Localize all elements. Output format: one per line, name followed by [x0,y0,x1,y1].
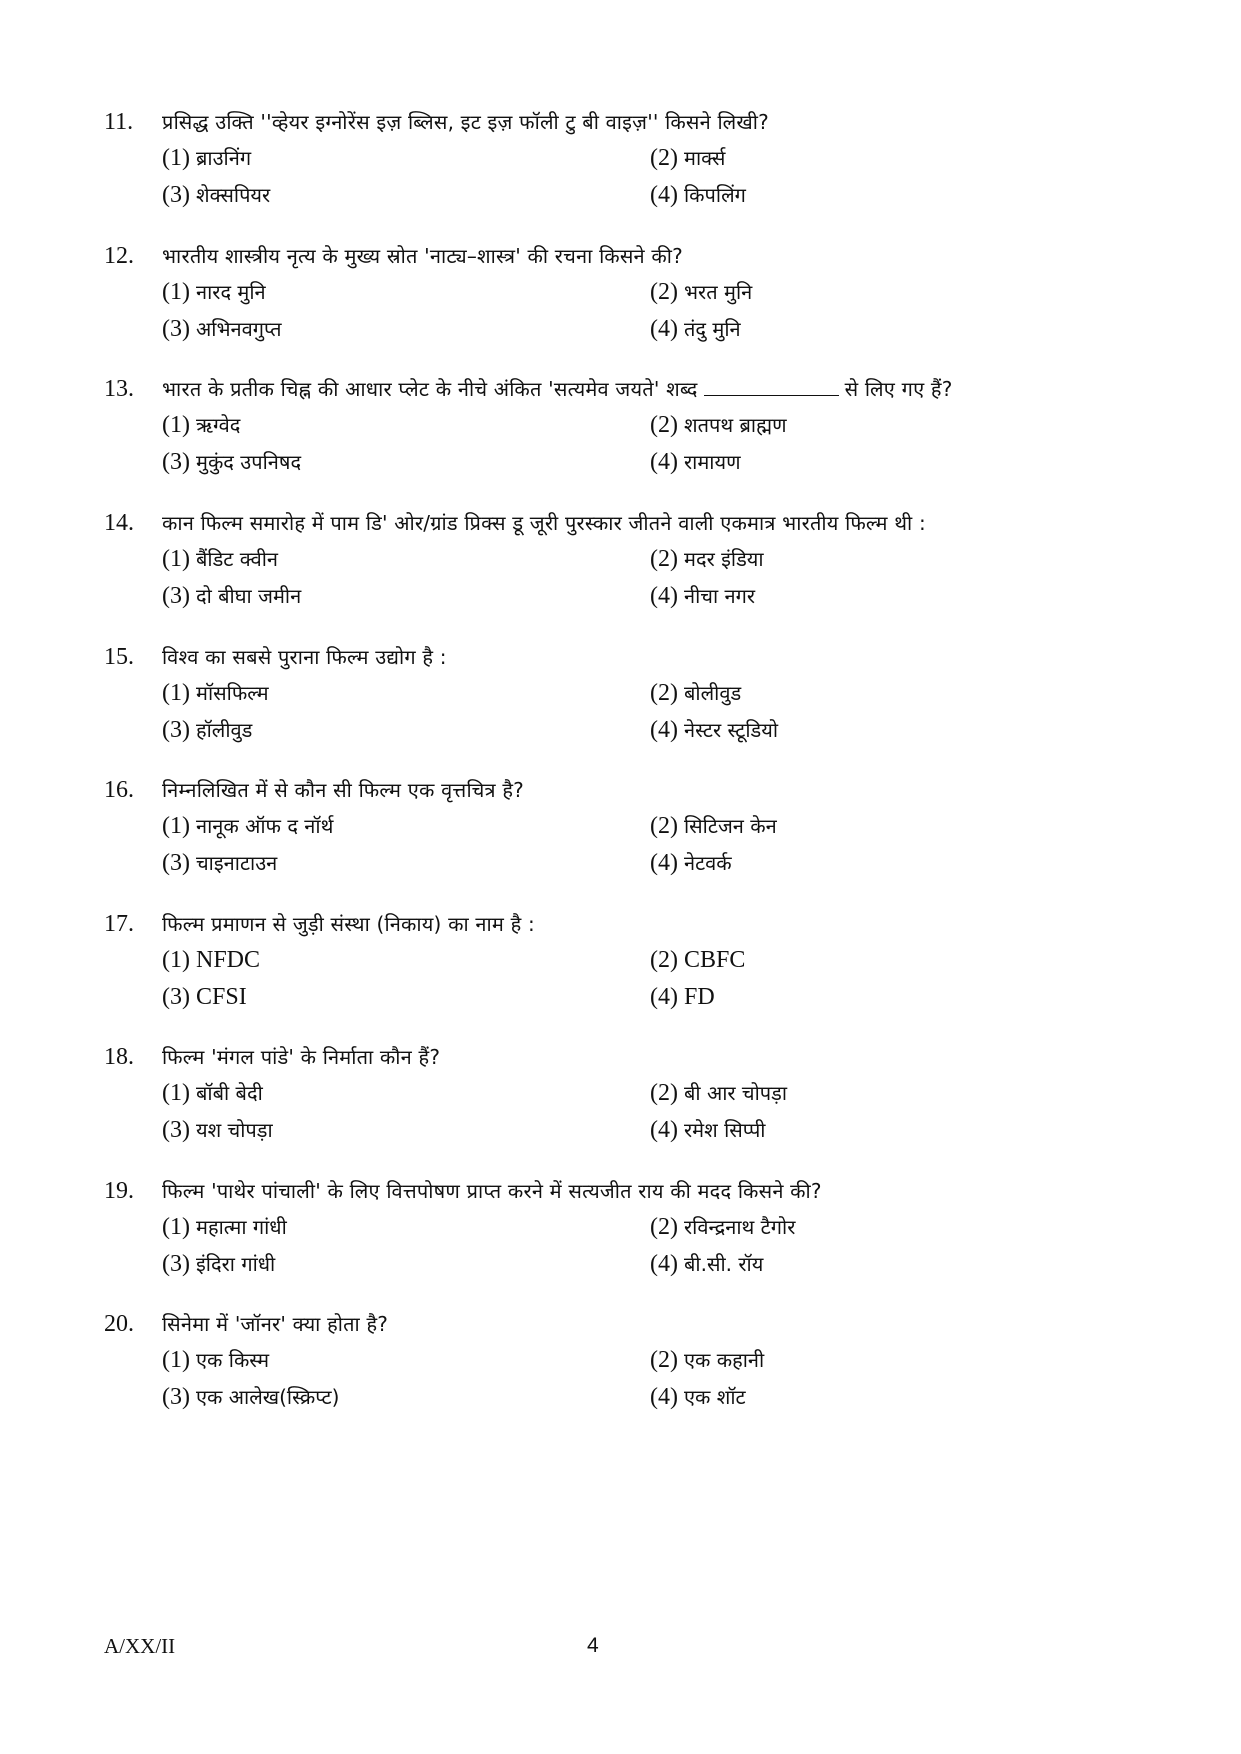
option-1: (1) मॉसफिल्म [162,680,269,706]
option-4: (4) रामायण [650,449,741,475]
option-2: (2) मदर इंडिया [650,546,764,572]
option-3: (3) दो बीघा जमीन [162,583,302,609]
question-number: 12. [104,243,134,269]
option-1: (1) नानूक ऑफ द नॉर्थ [162,813,334,839]
question-19 [104,1173,1164,1283]
question-11 [104,104,1164,214]
page-number: 4 [587,1634,599,1657]
question-number: 15. [104,644,134,670]
paper-code: A/XX/II [104,1634,176,1658]
option-1: (1) बैंडिट क्वीन [162,546,279,572]
question-number: 14. [104,510,134,536]
question-text: फिल्म 'पाथेर पांचाली' के लिए वित्तपोषण प्राप्त करने में सत्यजीत राय की मदद किसने की? [162,1179,822,1203]
option-1: (1) ब्राउनिंग [162,145,252,171]
question-number: 18. [104,1044,134,1070]
question-text: प्रसिद्ध उक्ति ''व्हेयर इग्नोरेंस इज़ ब्लिस, इट इज़ फॉली टु बी वाइज़'' किसने लिखी? [162,110,769,134]
option-3: (3) एक आलेख(स्क्रिप्ट) [162,1384,340,1410]
option-2: (2) एक कहानी [650,1347,765,1373]
option-3: (3) इंदिरा गांधी [162,1251,276,1277]
option-1: (1) एक किस्म [162,1347,270,1373]
question-number: 13. [104,376,134,402]
option-2: (2) रविन्द्रनाथ टैगोर [650,1214,796,1240]
question-15 [104,639,1164,749]
question-12 [104,238,1164,348]
question-number: 19. [104,1178,134,1204]
question-text: फिल्म प्रमाणन से जुड़ी संस्था (निकाय) का नाम है : [162,912,535,936]
option-3: (3) यश चोपड़ा [162,1117,273,1143]
option-2: (2) भरत मुनि [650,279,753,305]
option-1: (1) नारद मुनि [162,279,266,305]
option-4: (4) तंदु मुनि [650,316,741,342]
question-text: कान फिल्म समारोह में पाम डि' ओर/ग्रांड प्रिक्स डू जूरी पुरस्कार जीतने वाली एकमात्र भारतीय फिल्म थी : [162,511,926,535]
option-4: (4) बी.सी. रॉय [650,1251,764,1277]
question-14 [104,505,1164,615]
question-13 [104,371,1164,481]
option-1: (1) बॉबी बेदी [162,1080,263,1106]
option-4: (4) नेस्टर स्टूडियो [650,717,779,743]
option-3: (3) CFSI [162,984,247,1010]
option-2: (2) सिटिजन केन [650,813,777,839]
option-4: (4) एक शॉट [650,1384,746,1410]
option-4: (4) रमेश सिप्पी [650,1117,766,1143]
question-18 [104,1039,1164,1149]
option-2: (2) बी आर चोपड़ा [650,1080,788,1106]
question-number: 17. [104,911,134,937]
question-20 [104,1306,1164,1416]
question-text: भारतीय शास्त्रीय नृत्य के मुख्य स्रोत 'नाट्य–शास्त्र' की रचना किसने की? [162,244,683,268]
option-4: (4) FD [650,984,715,1010]
question-text: सिनेमा में 'जॉनर' क्या होता है? [162,1312,389,1336]
option-3: (3) मुकुंद उपनिषद [162,449,302,475]
option-3: (3) चाइनाटाउन [162,850,278,876]
option-2: (2) CBFC [650,947,746,973]
option-3: (3) हॉलीवुड [162,717,253,743]
option-1: (1) NFDC [162,947,261,973]
option-3: (3) अभिनवगुप्त [162,316,282,342]
option-1: (1) ऋग्वेद [162,412,241,438]
option-4: (4) नेटवर्क [650,850,732,876]
option-2: (2) बोलीवुड [650,680,742,706]
option-4: (4) नीचा नगर [650,583,756,609]
question-number: 20. [104,1311,134,1337]
question-number: 11. [104,109,134,135]
question-17 [104,906,1164,1016]
option-3: (3) शेक्सपियर [162,182,271,208]
question-text: भारत के प्रतीक चिह्न की आधार प्लेट के नीचे अंकित 'सत्यमेव जयते' शब्द से लिए गए हैं? [162,371,953,407]
question-text: विश्व का सबसे पुराना फिल्म उद्योग है : [162,645,447,669]
question-16 [104,772,1164,882]
option-2: (2) मार्क्स [650,145,726,171]
question-text: फिल्म 'मंगल पांडे' के निर्माता कौन हैं? [162,1045,441,1069]
option-4: (4) किपलिंग [650,182,746,208]
question-number: 16. [104,777,134,803]
option-2: (2) शतपथ ब्राह्मण [650,412,787,438]
question-text: निम्नलिखित में से कौन सी फिल्म एक वृत्तचित्र है? [162,778,524,802]
fill-in-blank [704,373,839,396]
option-1: (1) महात्मा गांधी [162,1214,287,1240]
